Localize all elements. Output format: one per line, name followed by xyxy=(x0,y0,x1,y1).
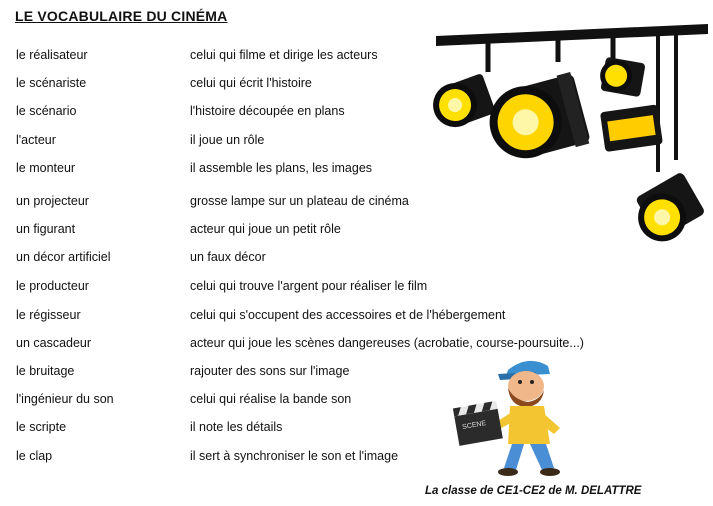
term: le scripte xyxy=(16,420,67,434)
term: le monteur xyxy=(16,161,76,175)
definition: celui qui filme et dirige les acteurs xyxy=(190,48,378,62)
term: l'ingénieur du son xyxy=(16,392,114,406)
list-item xyxy=(0,449,713,469)
term: le scénario xyxy=(16,104,77,118)
definition: celui qui écrit l'histoire xyxy=(190,76,312,90)
definition: celui qui réalise la bande son xyxy=(190,392,352,406)
definition: il note les détails xyxy=(190,420,283,434)
credit-line: La classe de CE1-CE2 de M. DELATTRE xyxy=(425,485,642,497)
term: un projecteur xyxy=(16,194,89,208)
term: le régisseur xyxy=(16,308,81,322)
definition: acteur qui joue les scènes dangereuses (acrobatie, course-poursuite...) xyxy=(190,336,584,350)
page-title: LE VOCABULAIRE DU CINÉMA xyxy=(15,8,228,24)
list-item xyxy=(0,336,713,356)
term: un figurant xyxy=(16,222,76,236)
definition: l'histoire découpée en plans xyxy=(190,104,345,118)
stage-spotlights-icon xyxy=(418,22,710,244)
list-item xyxy=(0,420,713,440)
definition: il assemble les plans, les images xyxy=(190,161,373,175)
list-item xyxy=(0,392,713,412)
term: le producteur xyxy=(16,279,89,293)
list-item xyxy=(0,308,713,328)
definition: rajouter des sons sur l'image xyxy=(190,364,350,378)
term: le bruitage xyxy=(16,364,75,378)
definition: il joue un rôle xyxy=(190,133,265,147)
term: le réalisateur xyxy=(16,48,88,62)
list-item xyxy=(0,250,713,270)
list-item xyxy=(0,279,713,299)
director-with-clapperboard-icon xyxy=(450,352,595,480)
definition: il sert à synchroniser le son et l'image xyxy=(190,449,399,463)
term: le clap xyxy=(16,449,53,463)
term: l'acteur xyxy=(16,133,56,147)
term: un décor artificiel xyxy=(16,250,111,264)
definition: acteur qui joue un petit rôle xyxy=(190,222,341,236)
definition: celui qui trouve l'argent pour réaliser le film xyxy=(190,279,428,293)
definition: un faux décor xyxy=(190,250,266,264)
term: un cascadeur xyxy=(16,336,92,350)
definition: celui qui s'occupent des accessoires et de l'hébergement xyxy=(190,308,506,322)
clapperboard-label: SCENE xyxy=(461,419,487,432)
list-item xyxy=(0,364,713,384)
definition: grosse lampe sur un plateau de cinéma xyxy=(190,194,409,208)
term: le scénariste xyxy=(16,76,87,90)
